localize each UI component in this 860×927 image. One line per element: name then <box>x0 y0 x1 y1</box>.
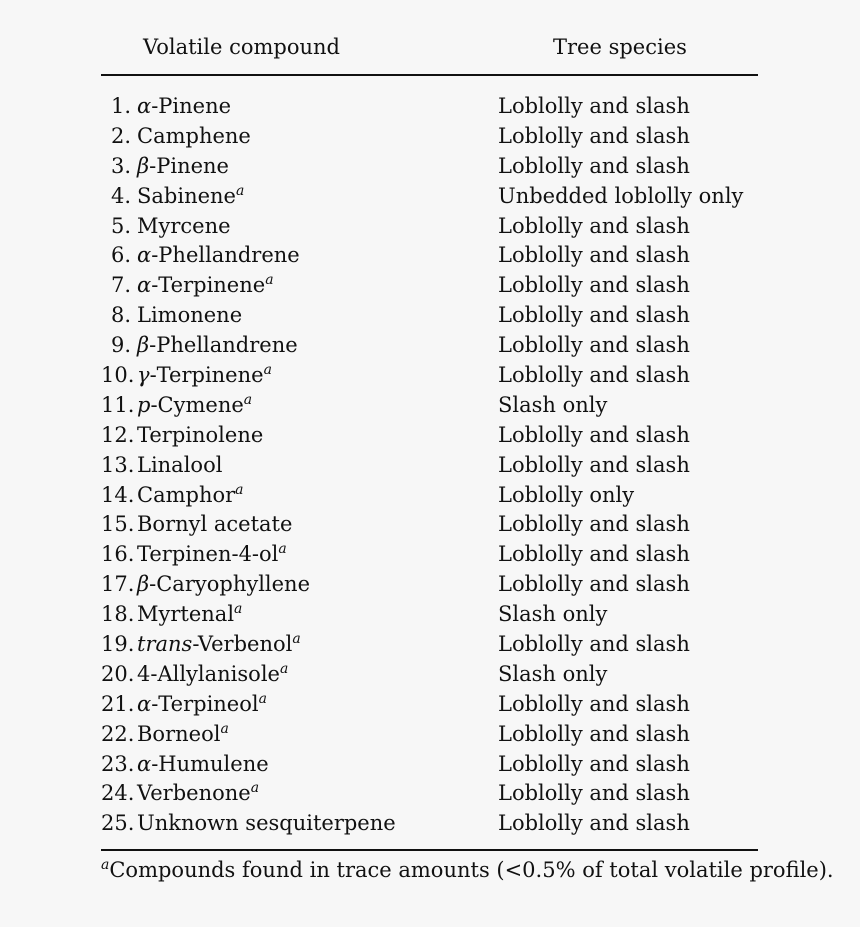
compound-name <box>137 630 301 660</box>
compound-base-name: Unknown sesquiterpene <box>137 811 396 836</box>
row-number: 8. <box>110 303 131 328</box>
header-volatile-compound: Volatile compound <box>143 35 340 59</box>
compound-name <box>137 92 231 122</box>
compound-prefix: α <box>137 691 152 716</box>
bottom-rule <box>101 849 758 851</box>
compound-name <box>137 570 310 600</box>
table-row <box>101 152 758 182</box>
trace-marker: a <box>243 391 253 408</box>
tree-species-cell: Loblolly only <box>498 482 635 507</box>
compound-name <box>137 809 396 839</box>
row-number: 3. <box>110 153 131 178</box>
compound-name <box>137 182 244 212</box>
compound-prefix: α <box>137 273 152 298</box>
compound-name <box>137 510 292 540</box>
tree-species-cell: Loblolly and slash <box>498 721 690 746</box>
table-row <box>101 241 758 271</box>
trace-marker: a <box>292 631 301 648</box>
compound-base-name: Borneol <box>137 721 221 746</box>
row-number: 11. <box>101 392 135 417</box>
tree-species-cell: Loblolly and slash <box>498 273 690 298</box>
compound-prefix: β <box>137 572 150 597</box>
compound-base-name: Myrcene <box>137 213 231 238</box>
tree-species-cell: Slash only <box>498 392 608 417</box>
compound-prefix: α <box>137 751 152 776</box>
row-number: 6. <box>110 243 131 268</box>
compound-name <box>137 750 269 780</box>
tree-species-cell: Loblolly and slash <box>498 213 690 238</box>
table-header <box>101 30 758 74</box>
tree-species-cell: Loblolly and slash <box>498 153 690 178</box>
table-row <box>101 361 758 391</box>
row-number: 2. <box>110 123 131 148</box>
compound-prefix: γ <box>137 363 150 388</box>
compound-prefix: trans <box>137 632 193 657</box>
trace-marker: a <box>278 541 287 558</box>
table-row <box>101 750 758 780</box>
footnote-marker: a <box>101 857 110 873</box>
tree-species-cell: Loblolly and slash <box>498 691 690 716</box>
table-row <box>101 690 758 720</box>
trace-marker: a <box>220 720 229 737</box>
table-row <box>101 331 758 361</box>
compound-name <box>137 212 231 242</box>
compound-prefix: α <box>137 94 152 118</box>
compound-base-name: -Cymene <box>150 392 244 417</box>
row-number: 5. <box>110 213 131 238</box>
compound-name <box>137 600 242 630</box>
tree-species-cell: Loblolly and slash <box>498 422 690 447</box>
table-row <box>101 301 758 331</box>
table-row <box>101 570 758 600</box>
compound-name <box>137 391 252 421</box>
tree-species-cell: Loblolly and slash <box>498 811 690 836</box>
table-row <box>101 809 758 839</box>
row-number: 10. <box>101 363 135 388</box>
table-row <box>101 421 758 451</box>
compound-prefix: β <box>137 333 150 358</box>
trace-marker: a <box>263 362 272 379</box>
tree-species-cell: Loblolly and slash <box>498 303 690 328</box>
tree-species-cell: Loblolly and slash <box>498 94 690 118</box>
compound-base-name: Bornyl acetate <box>137 512 293 537</box>
tree-species-cell: Loblolly and slash <box>498 333 690 358</box>
table-row <box>101 182 758 212</box>
table-row <box>101 122 758 152</box>
compound-base-name: Terpinen-4-ol <box>137 542 279 567</box>
table-row <box>101 779 758 809</box>
tree-species-cell: Loblolly and slash <box>498 512 690 537</box>
compound-base-name: -Pinene <box>151 94 232 118</box>
trace-marker: a <box>258 690 267 707</box>
table-row <box>101 92 758 122</box>
header-tree-species: Tree species <box>553 35 687 59</box>
table-row <box>101 510 758 540</box>
compound-base-name: Limonene <box>137 303 243 328</box>
compound-name <box>137 241 300 271</box>
trace-marker: a <box>234 601 243 618</box>
compound-prefix: β <box>137 153 150 178</box>
compound-base-name: -Pinene <box>149 153 229 178</box>
compound-name <box>137 421 263 451</box>
compound-name <box>137 271 274 301</box>
compound-prefix: α <box>137 243 152 268</box>
tree-species-cell: Loblolly and slash <box>498 363 690 388</box>
compound-name <box>137 660 288 690</box>
row-number: 9. <box>110 333 131 358</box>
compound-base-name: -Verbenol <box>192 632 293 657</box>
compound-base-name: Myrtenal <box>137 602 235 627</box>
table-row <box>101 630 758 660</box>
row-number: 13. <box>101 452 135 477</box>
table-footnote <box>101 858 834 882</box>
table-row <box>101 720 758 750</box>
compound-base-name: -Terpinene <box>151 273 266 298</box>
compound-base-name: -Phellandrene <box>151 243 300 268</box>
row-number: 15. <box>101 512 135 537</box>
compound-name <box>137 361 272 391</box>
compound-base-name: Terpinolene <box>137 422 264 447</box>
tree-species-cell: Loblolly and slash <box>498 123 690 148</box>
row-number: 16. <box>101 542 135 567</box>
compound-name <box>137 152 229 182</box>
footnote-text: Compounds found in trace amounts (<0.5% of total volatile profile). <box>109 858 834 882</box>
tree-species-cell: Slash only <box>498 602 608 627</box>
compound-base-name: Verbenone <box>137 781 251 806</box>
row-number: 18. <box>101 602 135 627</box>
table-row <box>101 451 758 481</box>
compound-name <box>137 690 267 720</box>
row-number: 21. <box>101 691 135 716</box>
tree-species-cell: Loblolly and slash <box>498 542 690 567</box>
row-number: 7. <box>110 273 131 298</box>
table-body <box>101 76 758 849</box>
compound-prefix: p <box>137 392 151 417</box>
tree-species-cell: Unbedded loblolly only <box>498 183 744 208</box>
table-row <box>101 481 758 511</box>
compound-base-name: Sabinene <box>137 183 236 208</box>
compound-base-name: -Terpineol <box>151 691 259 716</box>
trace-marker: a <box>235 481 244 498</box>
row-number: 14. <box>101 482 135 507</box>
trace-marker: a <box>279 660 289 677</box>
compound-base-name: Camphor <box>137 482 236 507</box>
tree-species-cell: Loblolly and slash <box>498 243 690 268</box>
compound-base-name: -Humulene <box>151 751 269 776</box>
compound-base-name: Linalool <box>137 452 223 477</box>
compound-base-name: 4-Allylanisole <box>137 661 280 686</box>
compound-base-name: Camphene <box>137 123 251 148</box>
row-number: 4. <box>110 183 131 208</box>
table-row <box>101 212 758 242</box>
compound-name <box>137 301 242 331</box>
trace-marker: a <box>265 272 274 289</box>
table-row <box>101 391 758 421</box>
compound-name <box>137 540 287 570</box>
compound-base-name: -Terpinene <box>149 363 264 388</box>
row-number: 22. <box>101 721 135 746</box>
trace-marker: a <box>250 780 260 797</box>
tree-species-cell: Loblolly and slash <box>498 572 690 597</box>
row-number: 24. <box>101 781 135 806</box>
compound-base-name: -Phellandrene <box>149 333 298 358</box>
tree-species-cell: Loblolly and slash <box>498 452 690 477</box>
compound-name <box>137 481 244 511</box>
table-row <box>101 540 758 570</box>
compound-name <box>137 451 222 481</box>
row-number: 19. <box>101 632 135 657</box>
compound-table <box>101 30 758 851</box>
tree-species-cell: Slash only <box>498 661 608 686</box>
compound-name <box>137 779 259 809</box>
row-number: 20. <box>101 661 135 686</box>
row-number: 25. <box>101 811 135 836</box>
row-number: 17. <box>101 572 135 597</box>
row-number: 23. <box>101 751 135 776</box>
tree-species-cell: Loblolly and slash <box>498 632 690 657</box>
tree-species-cell: Loblolly and slash <box>498 781 690 806</box>
tree-species-cell: Loblolly and slash <box>498 751 690 776</box>
table-row <box>101 600 758 630</box>
table-row <box>101 271 758 301</box>
compound-base-name: -Caryophyllene <box>149 572 311 597</box>
trace-marker: a <box>235 182 245 199</box>
compound-name <box>137 720 229 750</box>
compound-name <box>137 331 298 361</box>
table-row <box>101 660 758 690</box>
row-number: 12. <box>101 422 135 447</box>
row-number: 1. <box>110 94 131 118</box>
compound-name <box>137 122 251 152</box>
